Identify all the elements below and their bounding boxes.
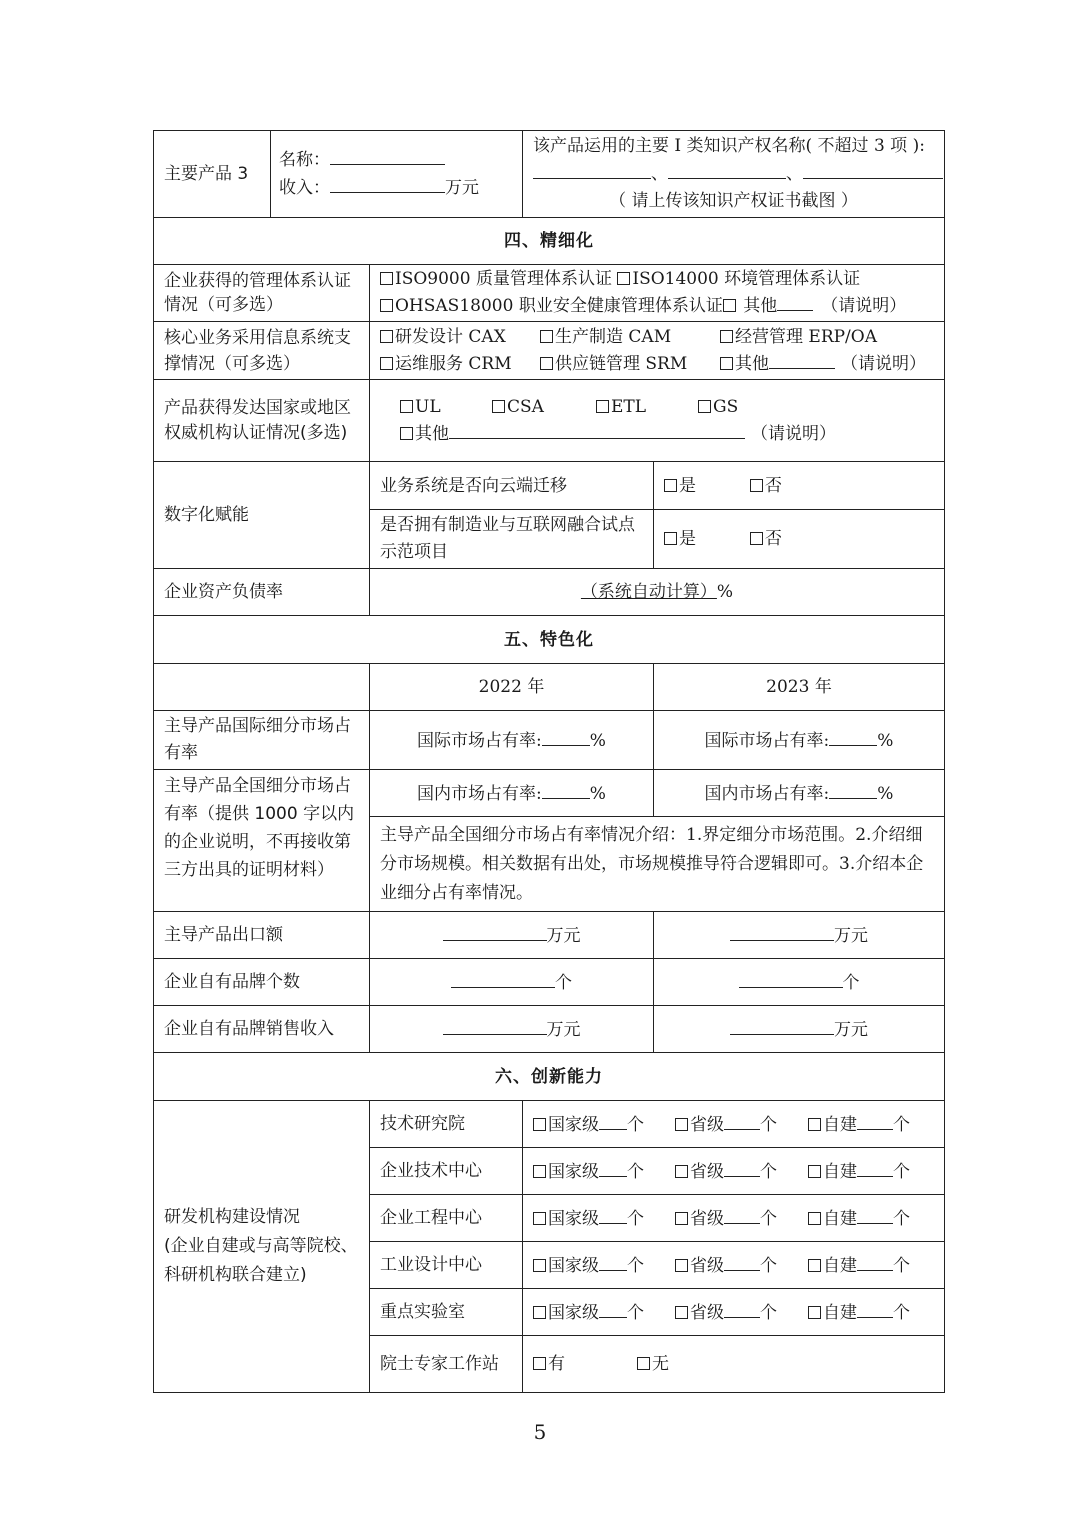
digital-q1-options [654, 462, 945, 510]
opt-national[interactable]: 国家级 个 [533, 1158, 675, 1185]
opt-self-built[interactable]: 自建 个 [808, 1205, 910, 1232]
opt-info-other[interactable]: 其他 [720, 350, 835, 377]
opt-self-built[interactable]: 自建 个 [808, 1252, 910, 1279]
ip-separator: 、 [651, 164, 668, 184]
count-field[interactable] [724, 1252, 760, 1271]
opt-erp[interactable]: 经营管理 ERP/OA [720, 324, 877, 350]
checkbox-icon[interactable] [533, 1306, 546, 1319]
checkbox-icon[interactable] [675, 1259, 688, 1272]
checkbox-icon[interactable] [400, 427, 413, 440]
foreign-cert-label: 产品获得发达国家或地区权威机构认证情况(多选) [154, 380, 370, 462]
section4-title: 四、精细化 [154, 218, 945, 265]
opt-ohsas[interactable]: OHSAS18000 职业安全健康管理体系认证 [380, 294, 723, 319]
org-levels [523, 1195, 945, 1242]
checkbox-icon[interactable] [533, 1259, 546, 1272]
count-field[interactable] [724, 1111, 760, 1130]
dom-share-2022-field[interactable] [542, 780, 590, 799]
opt-national[interactable]: 国家级 个 [533, 1111, 675, 1138]
brand-sales-label: 企业自有品牌销售收入 [154, 1006, 370, 1053]
checkbox-icon[interactable] [808, 1212, 821, 1225]
opt-none[interactable]: 无 [637, 1351, 669, 1377]
rd-org-label: 研发机构建设情况 (企业自建或与高等院校、科研机构联合建立) [154, 1101, 370, 1393]
product3-name-income [271, 131, 523, 218]
q2-no[interactable]: 否 [750, 526, 782, 552]
product3-label: 主要产品 3 [154, 131, 271, 218]
org-levels [523, 1148, 945, 1195]
opt-cam[interactable]: 生产制造 CAM [540, 324, 720, 350]
intl-share-2022: 国际市场占有率: % [370, 711, 654, 770]
opt-national[interactable]: 国家级 个 [533, 1252, 675, 1279]
checkbox-icon[interactable] [400, 400, 413, 413]
debt-ratio-value [370, 569, 945, 616]
checkbox-icon[interactable] [540, 330, 553, 343]
opt-etl[interactable]: ETL [596, 394, 698, 420]
opt-srm[interactable]: 供应链管理 SRM [540, 351, 720, 377]
intl-share-2023: 国际市场占有率: % [654, 711, 945, 770]
intl-share-label: 主导产品国际细分市场占有率 [154, 711, 370, 770]
checkbox-icon[interactable] [808, 1165, 821, 1178]
export-2023-field[interactable] [730, 922, 834, 941]
opt-crm[interactable]: 运维服务 CRM [380, 351, 540, 377]
year-header-blank [154, 664, 370, 711]
mgmt-note: （请说明） [821, 296, 907, 316]
cert-note: （请说明） [751, 424, 836, 444]
org-levels [523, 1242, 945, 1289]
cert-other-field[interactable] [449, 420, 745, 439]
academician-options [523, 1336, 945, 1393]
income-label: 收入： [279, 178, 330, 198]
checkbox-icon[interactable] [675, 1118, 688, 1131]
year-2023: 2023 年 [654, 664, 945, 711]
q2-yes[interactable]: 是 [664, 526, 750, 552]
name-label: 名称： [279, 150, 330, 170]
checkbox-icon[interactable] [380, 330, 393, 343]
org-name: 重点实验室 [370, 1289, 523, 1336]
foreign-cert-options [370, 380, 945, 462]
checkbox-icon[interactable] [675, 1306, 688, 1319]
opt-cax[interactable]: 研发设计 CAX [380, 324, 540, 350]
ip-field-3[interactable] [803, 160, 943, 179]
opt-csa[interactable]: CSA [492, 394, 596, 420]
checkbox-icon[interactable] [492, 400, 505, 413]
mgmt-cert-label: 企业获得的管理体系认证情况（可多选） [154, 265, 370, 322]
checkbox-icon[interactable] [808, 1118, 821, 1131]
opt-iso9000[interactable]: ISO9000 质量管理体系认证 [380, 267, 612, 292]
count-field[interactable] [857, 1111, 893, 1130]
ip-field-1[interactable] [533, 160, 651, 179]
export-2022-field[interactable] [443, 922, 547, 941]
income-unit: 万元 [445, 178, 479, 198]
q1-yes[interactable]: 是 [664, 473, 750, 499]
checkbox-icon[interactable] [533, 1357, 546, 1370]
page-number: 5 [533, 1420, 547, 1444]
brand-count-2022-field[interactable] [451, 969, 555, 988]
opt-gs[interactable]: GS [698, 394, 738, 420]
checkbox-icon[interactable] [533, 1165, 546, 1178]
checkbox-icon[interactable] [750, 532, 763, 545]
opt-mgmt-other[interactable]: 其他 [723, 292, 813, 319]
dom-share-2023: 国内市场占有率: % [654, 770, 945, 817]
count-field[interactable] [599, 1205, 627, 1224]
org-levels [523, 1289, 945, 1336]
academician-label: 院士专家工作站 [370, 1336, 523, 1393]
opt-has[interactable]: 有 [533, 1351, 637, 1377]
org-name: 企业技术中心 [370, 1148, 523, 1195]
opt-iso14000[interactable]: ISO14000 环境管理体系认证 [617, 267, 860, 292]
export-2022: 万元 [370, 912, 654, 959]
checkbox-icon[interactable] [380, 299, 393, 312]
opt-self-built[interactable]: 自建 个 [808, 1158, 910, 1185]
count-field[interactable] [857, 1158, 893, 1177]
checkbox-icon[interactable] [637, 1357, 650, 1370]
year-2022: 2022 年 [370, 664, 654, 711]
checkbox-icon[interactable] [380, 357, 393, 370]
info-other-field[interactable] [769, 350, 835, 369]
product-name-field[interactable] [330, 146, 445, 165]
checkbox-icon[interactable] [750, 479, 763, 492]
count-field[interactable] [857, 1299, 893, 1318]
opt-self-built[interactable]: 自建 个 [808, 1299, 910, 1326]
opt-provincial[interactable]: 省级 个 [675, 1299, 808, 1326]
export-2023: 万元 [654, 912, 945, 959]
info-note: （请说明） [841, 354, 926, 374]
debt-ratio-label: 企业资产负债率 [154, 569, 370, 616]
ip-note: （ 请上传该知识产权证书截图 ） [609, 191, 858, 211]
intl-share-2023-field[interactable] [829, 727, 877, 746]
org-levels [523, 1101, 945, 1148]
checkbox-icon[interactable] [664, 532, 677, 545]
section6-title: 六、创新能力 [154, 1053, 945, 1101]
opt-self-built[interactable]: 自建 个 [808, 1111, 910, 1138]
q1-no[interactable]: 否 [750, 473, 782, 499]
brand-sales-2022: 万元 [370, 1006, 654, 1053]
checkbox-icon[interactable] [675, 1212, 688, 1225]
digital-label: 数字化赋能 [154, 462, 370, 569]
count-field[interactable] [599, 1252, 627, 1271]
ip-title: 该产品运用的主要 I 类知识产权名称( 不超过 3 项 ): [533, 136, 925, 156]
dom-share-2023-field[interactable] [829, 780, 877, 799]
count-field[interactable] [599, 1299, 627, 1318]
brand-sales-2022-field[interactable] [443, 1016, 547, 1035]
checkbox-icon[interactable] [808, 1259, 821, 1272]
dom-share-2022: 国内市场占有率: % [370, 770, 654, 817]
brand-count-2023: 个 [654, 959, 945, 1006]
opt-provincial[interactable]: 省级 个 [675, 1111, 808, 1138]
opt-provincial[interactable]: 省级 个 [675, 1205, 808, 1232]
export-label: 主导产品出口额 [154, 912, 370, 959]
brand-count-2022: 个 [370, 959, 654, 1006]
opt-provincial[interactable]: 省级 个 [675, 1252, 808, 1279]
count-field[interactable] [599, 1111, 627, 1130]
checkbox-icon[interactable] [720, 357, 733, 370]
domestic-share-label: 主导产品全国细分市场占有率（提供 1000 字以内的企业说明，不再接收第三方出具的证明材料） [154, 770, 370, 912]
brand-count-2023-field[interactable] [739, 969, 843, 988]
opt-ul[interactable]: UL [400, 394, 492, 420]
intl-share-2022-field[interactable] [542, 727, 590, 746]
checkbox-icon[interactable] [540, 357, 553, 370]
org-name: 工业设计中心 [370, 1242, 523, 1289]
digital-q2-options [654, 510, 945, 569]
mgmt-cert-options [370, 265, 945, 322]
checkbox-icon[interactable] [720, 330, 733, 343]
count-field[interactable] [599, 1158, 627, 1177]
checkbox-icon[interactable] [808, 1306, 821, 1319]
count-field[interactable] [857, 1252, 893, 1271]
brand-count-label: 企业自有品牌个数 [154, 959, 370, 1006]
opt-cert-other[interactable]: 其他 [400, 420, 745, 447]
product3-ip-cell [523, 131, 945, 218]
ip-separator: 、 [786, 164, 803, 184]
checkbox-icon[interactable] [723, 299, 736, 312]
count-field[interactable] [724, 1158, 760, 1177]
debt-ratio-auto: （系统自动计算） [580, 582, 717, 602]
brand-sales-2023-field[interactable] [730, 1016, 834, 1035]
opt-national[interactable]: 国家级 个 [533, 1299, 675, 1326]
product-income-field[interactable] [330, 174, 445, 193]
debt-ratio-unit: % [716, 582, 734, 602]
count-field[interactable] [857, 1205, 893, 1224]
org-name: 技术研究院 [370, 1101, 523, 1148]
checkbox-icon[interactable] [380, 272, 393, 285]
checkbox-icon[interactable] [675, 1165, 688, 1178]
checkbox-icon[interactable] [533, 1212, 546, 1225]
checkbox-icon[interactable] [698, 400, 711, 413]
domestic-share-intro[interactable]: 主导产品全国细分市场占有率情况介绍：1.界定细分市场范围。2.介绍细分市场规模。相关数据有出处，市场规模推导符合逻辑即可。3.介绍本企业细分占有率情况。 [370, 817, 945, 912]
count-field[interactable] [724, 1299, 760, 1318]
opt-national[interactable]: 国家级 个 [533, 1205, 675, 1232]
mgmt-other-field[interactable] [777, 292, 813, 311]
ip-field-2[interactable] [668, 160, 786, 179]
section5-title: 五、特色化 [154, 616, 945, 664]
application-form-table [153, 130, 945, 1393]
checkbox-icon[interactable] [664, 479, 677, 492]
checkbox-icon[interactable] [533, 1118, 546, 1131]
checkbox-icon[interactable] [617, 272, 630, 285]
brand-sales-2023: 万元 [654, 1006, 945, 1053]
checkbox-icon[interactable] [596, 400, 609, 413]
info-system-label: 核心业务采用信息系统支撑情况（可多选） [154, 322, 370, 380]
opt-provincial[interactable]: 省级 个 [675, 1158, 808, 1185]
count-field[interactable] [724, 1205, 760, 1224]
org-name: 企业工程中心 [370, 1195, 523, 1242]
digital-q2: 是否拥有制造业与互联网融合试点示范项目 [370, 510, 654, 569]
info-system-options [370, 322, 945, 380]
digital-q1: 业务系统是否向云端迁移 [370, 462, 654, 510]
